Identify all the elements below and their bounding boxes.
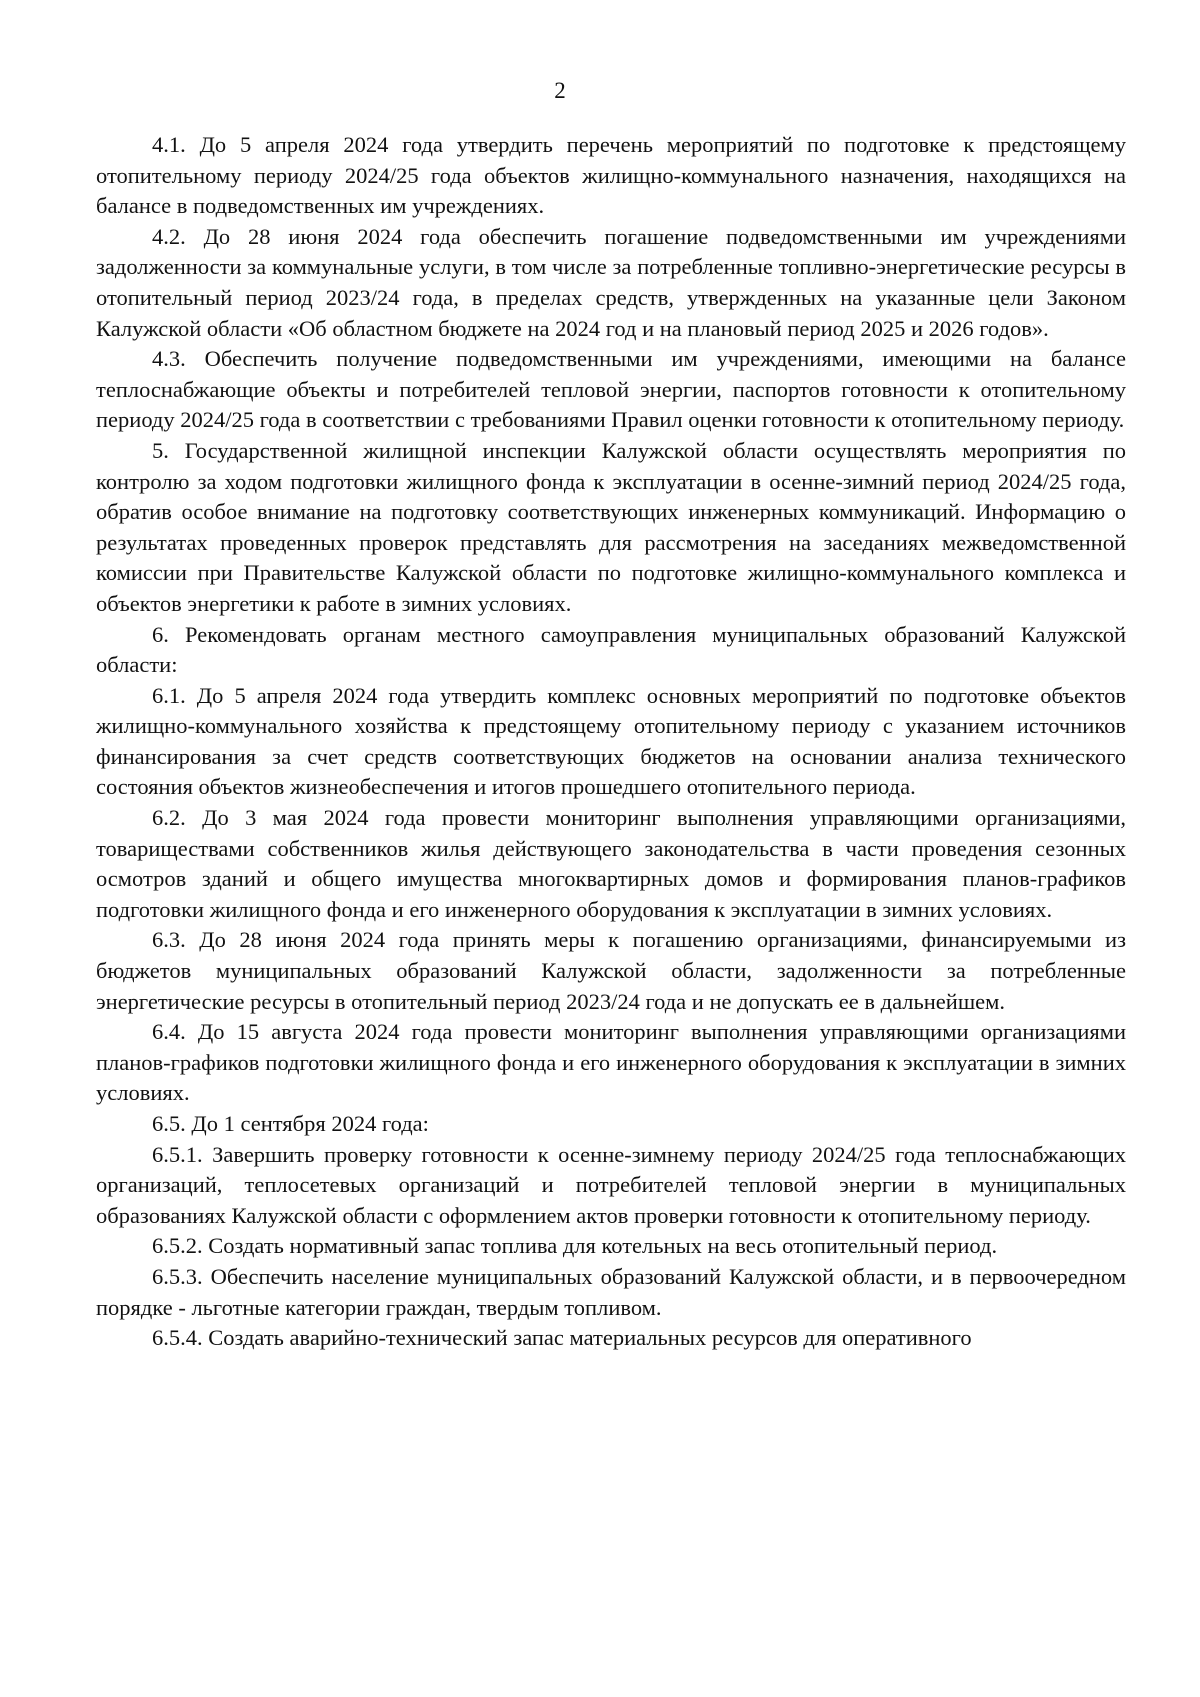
paragraph-6-3: 6.3. До 28 июня 2024 года принять меры к погашению организациями, финансируемыми из бюджетов муниципальных образований Калужской области, задолженности за потребленные энергетические ресурсы в отопительный период 2023/24 года и не допускать ее в дальнейшем.: [96, 927, 1126, 1014]
document-body: [96, 130, 1126, 1354]
paragraph-6: 6. Рекомендовать органам местного самоуправления муниципальных образований Калужской области:: [96, 621, 1126, 678]
paragraph-4-1: 4.1. До 5 апреля 2024 года утвердить перечень мероприятий по подготовке к предстоящему отопительному периоду 2024/25 года объектов жилищно-коммунального назначения, находящихся на балансе в подведомственных им учреждениях.: [96, 132, 1126, 219]
paragraph-6-5-4: 6.5.4. Создать аварийно-технический запас материальных ресурсов для оперативного: [152, 1325, 972, 1351]
paragraph-4-3: 4.3. Обеспечить получение подведомственными им учреждениями, имеющими на балансе теплоснабжающие объекты и потребителей тепловой энергии, паспортов готовности к отопительному периоду 2024/25 года в соответствии с требованиями Правил оценки готовности к отопительному периоду.: [96, 346, 1126, 433]
paragraph-6-5-3: 6.5.3. Обеспечить население муниципальных образований Калужской области, и в первоочередном порядке - льготные категории граждан, твердым топливом.: [96, 1263, 1126, 1320]
paragraph-6-4: 6.4. До 15 августа 2024 года провести мониторинг выполнения управляющими организациями планов-графиков подготовки жилищного фонда и его инженерного оборудования к эксплуатации в зимних условиях.: [96, 1019, 1126, 1106]
paragraph-6-5-2: 6.5.2. Создать нормативный запас топлива для котельных на весь отопительный период.: [152, 1233, 998, 1259]
paragraph-6-5-1: 6.5.1. Завершить проверку готовности к осенне-зимнему периоду 2024/25 года теплоснабжающих организаций, теплосетевых организаций и потребителей тепловой энергии в муниципальных образованиях Калужской области с оформлением актов проверки готовности к отопительному периоду.: [96, 1141, 1126, 1228]
paragraph-6-2: 6.2. До 3 мая 2024 года провести мониторинг выполнения управляющими организациями, товариществами собственников жилья действующего законодательства в части проведения сезонных осмотров зданий и общего имущества многоквартирных домов и формирования планов-графиков подготовки жилищного фонда и его инженерного оборудования к эксплуатации в зимних условиях.: [96, 805, 1126, 922]
paragraph-5: 5. Государственной жилищной инспекции Калужской области осуществлять мероприятия по контролю за ходом подготовки жилищного фонда к эксплуатации в осенне-зимний период 2024/25 года, обратив особое внимание на подготовку соответствующих инженерных коммуникаций. Информацию о результатах проведенных проверок представлять для рассмотрения на заседаниях межведомственной комиссии при Правительстве Калужской области по подготовке жилищно-коммунального комплекса и объектов энергетики к работе в зимних условиях.: [96, 437, 1126, 616]
page-number: 2: [554, 78, 566, 103]
paragraph-4-2: 4.2. До 28 июня 2024 года обеспечить погашение подведомственными им учреждениями задолженности за коммунальные услуги, в том числе за потребленные топливно-энергетические ресурсы в отопительный период 2023/24 года, в пределах средств, утвержденных на указанные цели Законом Калужской области «Об областном бюджете на 2024 год и на плановый период 2025 и 2026 годов».: [96, 223, 1126, 341]
paragraph-6-5: 6.5. До 1 сентября 2024 года:: [152, 1111, 429, 1136]
paragraph-6-1: 6.1. До 5 апреля 2024 года утвердить комплекс основных мероприятий по подготовке объектов жилищно-коммунального хозяйства к предстоящему отопительному периоду с указанием источников финансирования за счет средств соответствующих бюджетов на основании анализа технического состояния объектов жизнеобеспечения и итогов прошедшего отопительного периода.: [96, 682, 1126, 800]
